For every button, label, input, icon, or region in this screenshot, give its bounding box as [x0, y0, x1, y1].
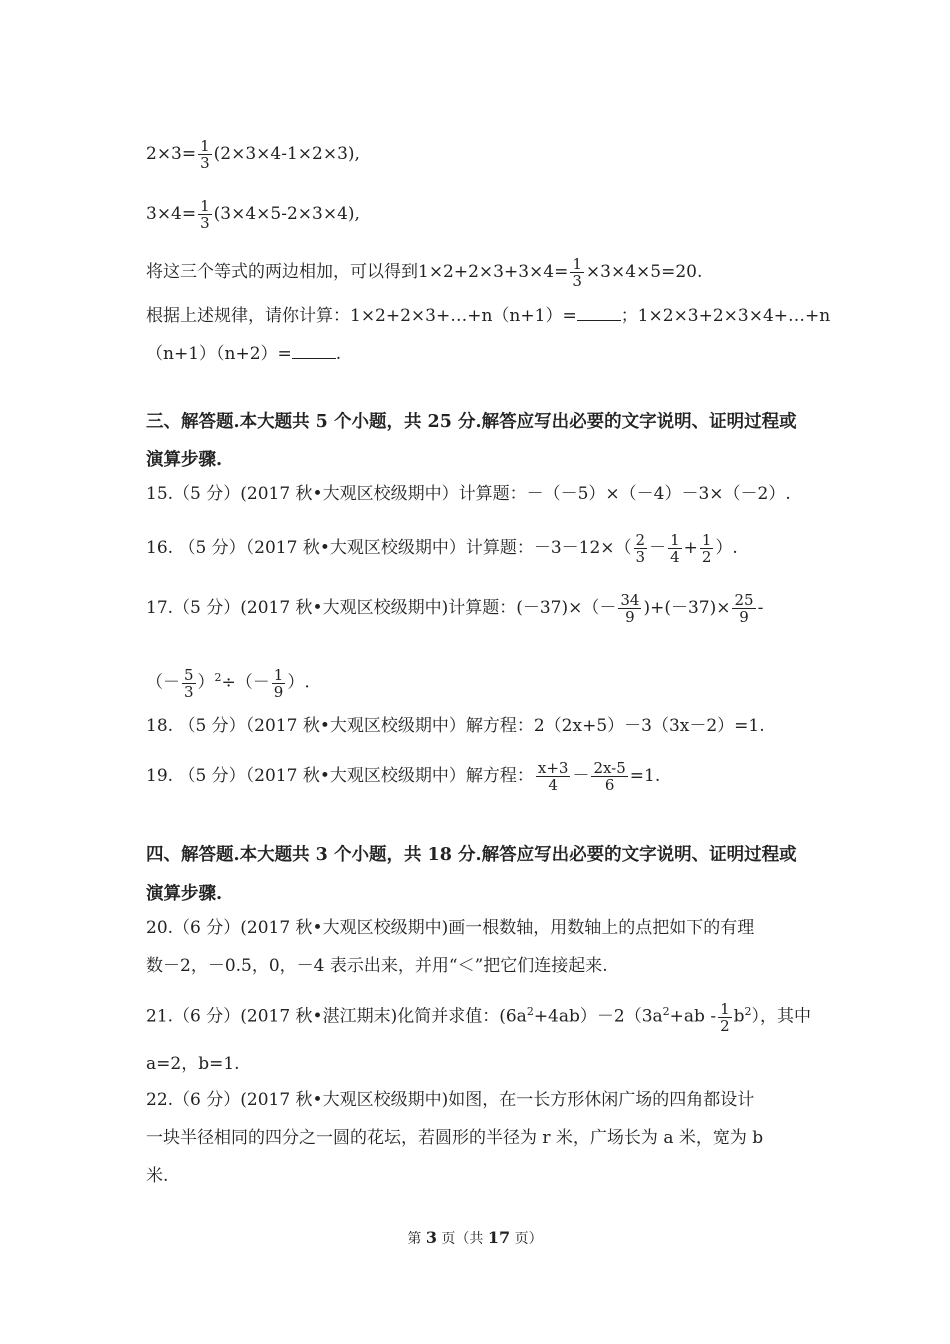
question-21: [146, 1000, 811, 1034]
fraction: [570, 256, 584, 289]
total-pages: 17: [487, 1228, 511, 1247]
denominator: 3: [200, 154, 210, 172]
page-number: 3: [425, 1228, 437, 1247]
numerator: 1: [200, 197, 210, 215]
text: ），其中: [751, 1006, 812, 1027]
text: +4ab）－2（3a: [533, 1006, 663, 1027]
fraction: [618, 592, 641, 625]
denominator: 2: [701, 548, 712, 566]
fraction: [732, 592, 755, 625]
question-20: 20.（6 分）(2017 秋•大观区校级期中)画一根数轴，用数轴上的点把如下的有理: [146, 918, 755, 938]
text: 页）: [510, 1231, 543, 1247]
denominator: 9: [625, 608, 635, 626]
section-3-heading: 三、解答题.本大题共 5 个小题，共 25 分.解答应写出必要的文字说明、证明过程或: [146, 412, 797, 432]
text: 将这三个等式的两边相加，可以得到1×2+2×3+3×4=: [146, 262, 569, 282]
denominator: 3: [572, 272, 582, 290]
text: +: [683, 538, 698, 558]
page-footer: [0, 1228, 950, 1248]
question-22-cont: 一块半径相同的四分之一圆的花坛，若圆形的半径为 r 米，广场长为 a 米，宽为 b: [146, 1128, 764, 1148]
text: ÷（－: [221, 672, 270, 693]
fraction: [198, 198, 212, 231]
numerator: 1: [720, 999, 730, 1018]
text: +ab -: [669, 1006, 717, 1027]
numerator: 1: [670, 531, 680, 549]
question-16: [146, 532, 738, 565]
rule-line-1: [146, 304, 830, 328]
denominator: 3: [200, 214, 210, 232]
text: (2×3×4-1×2×3),: [213, 144, 360, 164]
text: －: [572, 766, 590, 786]
question-22-cont2: 米.: [146, 1166, 169, 1186]
denominator: 6: [604, 776, 615, 794]
exponent: 2: [662, 1005, 670, 1018]
text: b: [733, 1006, 745, 1027]
text: 21.（6 分）(2017 秋•湛江期末)化简并求值：(6a: [146, 1006, 527, 1027]
text: 页（共: [436, 1231, 488, 1247]
numerator: 2: [635, 531, 646, 549]
text: 3×4=: [146, 204, 197, 224]
numerator: 2x-5: [593, 759, 626, 777]
denominator: 9: [739, 608, 749, 626]
exponent: 2: [744, 1005, 752, 1018]
answer-blank[interactable]: [577, 304, 621, 321]
text: 16. （5 分）（2017 秋•大观区校级期中）计算题：－3－12×（: [146, 538, 632, 558]
text: ；1×2×3+2×3×4+…+n: [620, 306, 831, 326]
fraction: [634, 532, 648, 565]
text: 第: [407, 1231, 426, 1247]
text: ×3×4×5=20.: [585, 262, 703, 282]
fraction: [718, 1001, 732, 1034]
fraction: [591, 760, 627, 793]
fraction: [272, 667, 286, 700]
section-4-heading-cont: 演算步骤.: [146, 884, 223, 904]
text: 17.（5 分）(2017 秋•大观区校级期中)计算题：(－37)×（－: [146, 598, 617, 618]
section-4-heading: 四、解答题.本大题共 3 个小题，共 18 分.解答应写出必要的文字说明、证明过程或: [146, 845, 797, 865]
denominator: 4: [670, 548, 680, 566]
fraction: [536, 760, 571, 793]
fraction: [700, 532, 714, 565]
fraction: [198, 138, 212, 171]
question-22: 22.（6 分）(2017 秋•大观区校级期中)如图，在一长方形休闲广场的四角都设计: [146, 1090, 755, 1110]
fraction: [182, 667, 196, 700]
equation-line-1: [146, 138, 360, 171]
numerator: 34: [620, 591, 640, 609]
sum-line: [146, 256, 702, 289]
question-19: [146, 760, 660, 793]
numerator: 1: [200, 137, 210, 155]
text: ）.: [715, 538, 738, 558]
question-18: 18. （5 分）（2017 秋•大观区校级期中）解方程：2（2x+5）－3（3x－2）=1.: [146, 716, 765, 736]
fraction: [668, 532, 682, 565]
denominator: 9: [273, 682, 284, 701]
numerator: 5: [184, 665, 194, 684]
exponent: 2: [214, 671, 222, 684]
exponent: 2: [526, 1005, 534, 1018]
denominator: 3: [635, 548, 646, 566]
answer-blank[interactable]: [292, 342, 336, 359]
numerator: x+3: [537, 759, 569, 777]
text: =1.: [629, 766, 661, 786]
numerator: 1: [572, 255, 582, 273]
text: (3×4×5-2×3×4),: [213, 204, 360, 224]
numerator: 1: [273, 665, 284, 684]
text: )+(－37)×: [643, 598, 731, 618]
text: .: [335, 344, 342, 364]
numerator: 25: [734, 591, 754, 609]
section-3-heading-cont: 演算步骤.: [146, 450, 223, 470]
text: ）.: [287, 672, 310, 693]
denominator: 4: [548, 776, 558, 794]
question-21-cont: a=2，b=1.: [146, 1054, 240, 1074]
text: （－: [146, 672, 180, 693]
text: －: [649, 538, 667, 558]
rule-line-2: [146, 342, 341, 366]
question-15: 15.（5 分）(2017 秋•大观区校级期中）计算题：－（－5）×（－4）－3×（－2）.: [146, 484, 791, 504]
question-17: [146, 592, 763, 625]
denominator: 2: [720, 1016, 730, 1035]
text: （n+1）（n+2）=: [146, 344, 292, 364]
text: 19. （5 分）（2017 秋•大观区校级期中）解方程：: [146, 766, 534, 786]
numerator: 1: [701, 531, 712, 549]
text: -: [757, 598, 764, 618]
text: ）: [197, 672, 215, 693]
equation-line-2: [146, 198, 360, 231]
question-20-cont: 数－2，－0.5，0，－4 表示出来，并用“＜”把它们连接起来.: [146, 956, 608, 976]
question-17-cont: [146, 666, 310, 700]
denominator: 3: [184, 682, 194, 701]
text: 2×3=: [146, 144, 197, 164]
text: 根据上述规律，请你计算：1×2+2×3+…+n（n+1）=: [146, 306, 577, 326]
